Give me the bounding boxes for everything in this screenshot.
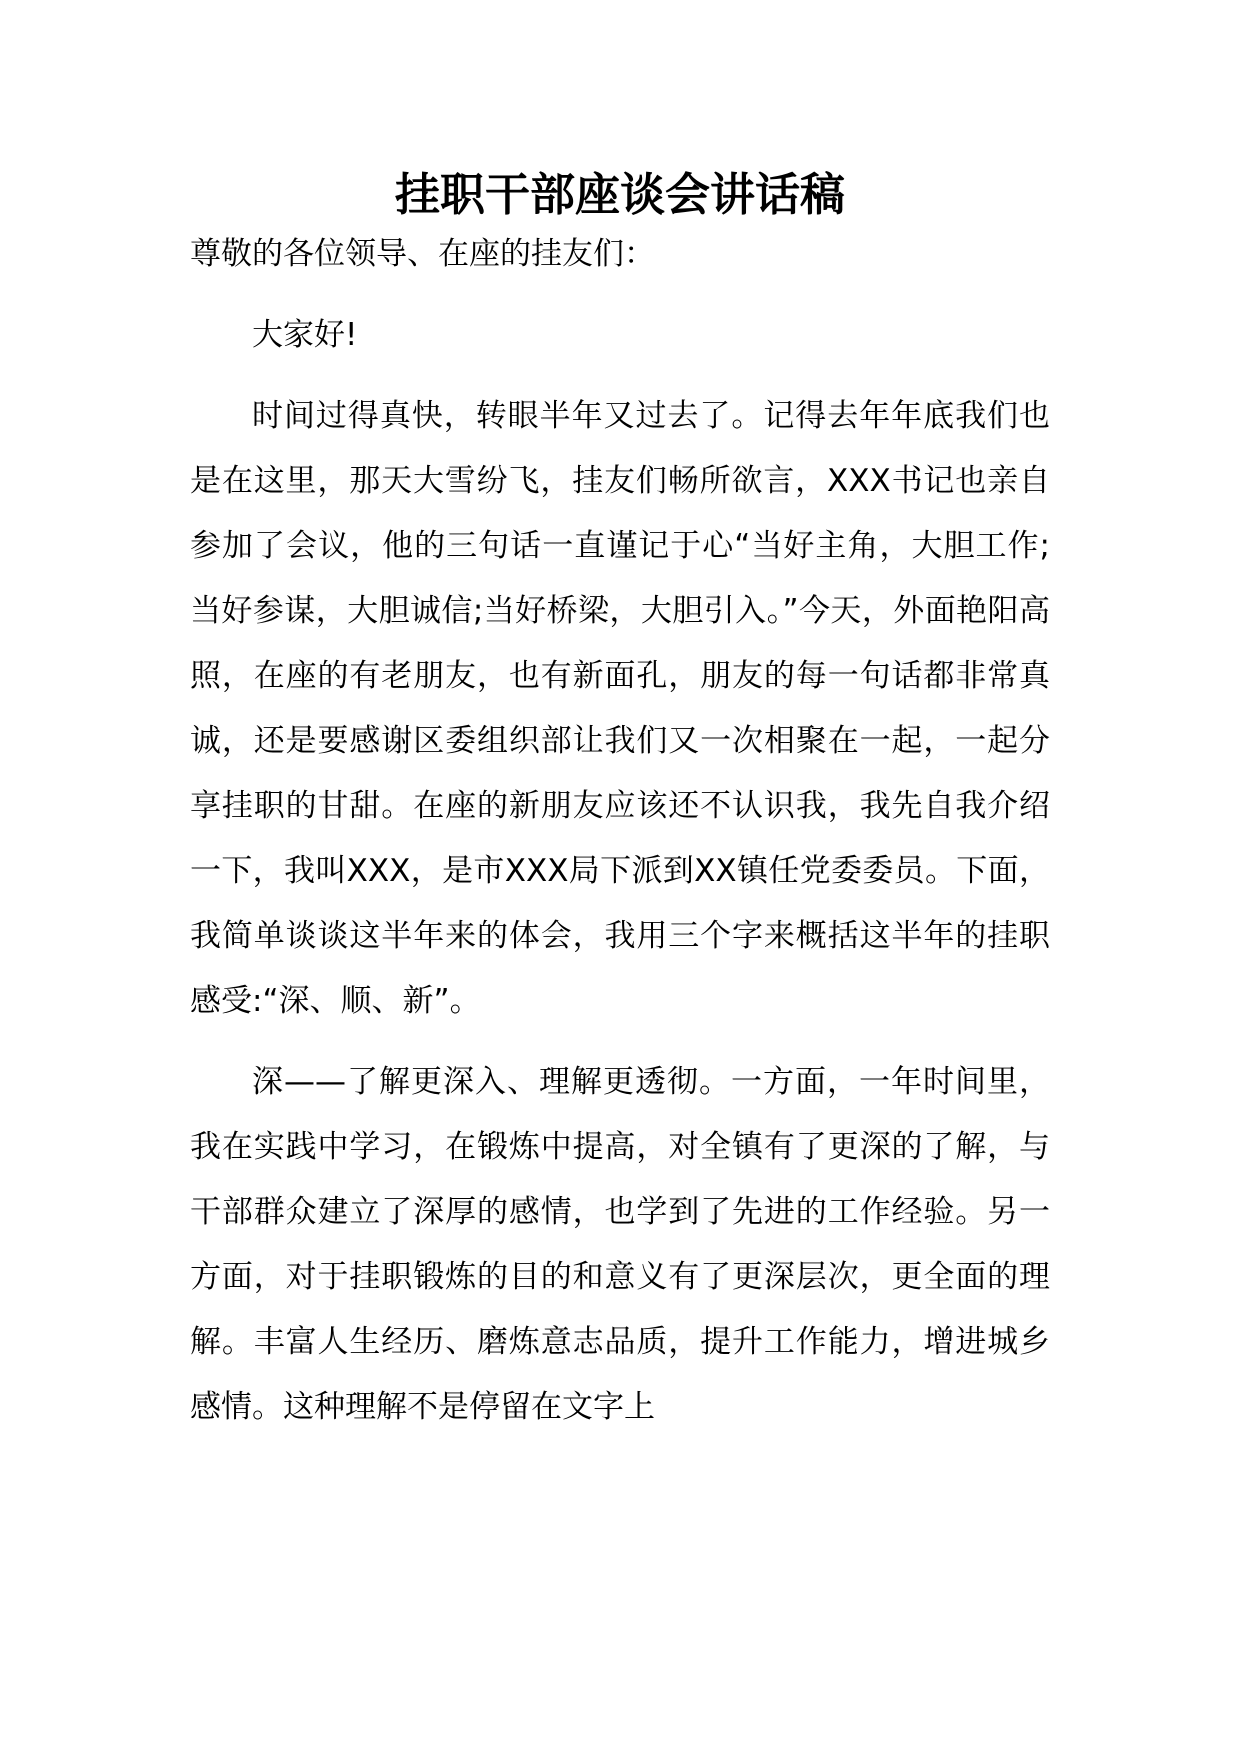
paragraph-introduction: 时间过得真快，转眼半年又过去了。记得去年年底我们也是在这里，那天大雪纷飞，挂友们畅所欲言，XXX书记也亲自参加了会议，他的三句话一直谨记于心“当好主角，大胆工作;当好参谋，大胆诚信;当好桥梁，大胆引入。”今天，外面艳阳高照，在座的有老朋友，也有新面孔，朋友的每一句话都非常真诚，还是要感谢区委组织部让我们又一次相聚在一起，一起分享挂职的甘甜。在座的新朋友应该还不认识我，我先自我介绍一下，我叫XXX，是市XXX局下派到XX镇任党委委员。下面，我简单谈谈这半年来的体会，我用三个字来概括这半年的挂职感受:“深、顺、新”。 bbox=[190, 398, 1050, 1019]
document-body bbox=[190, 222, 1050, 1456]
paragraph-greeting: 大家好! bbox=[252, 317, 358, 353]
document-title: 挂职干部座谈会讲话稿 bbox=[394, 168, 845, 221]
salutation: 尊敬的各位领导、在座的挂友们： bbox=[190, 236, 655, 272]
paragraph-deep: 深——了解更深入、理解更透彻。一方面，一年时间里，我在实践中学习，在锻炼中提高，对全镇有了更深的了解，与干部群众建立了深厚的感情，也学到了先进的工作经验。另一方面，对于挂职锻炼的目的和意义有了更深层次，更全面的理解。丰富人生经历、磨炼意志品质，提升工作能力，增进城乡感情。这种理解不是停留在文字上 bbox=[190, 1064, 1050, 1425]
